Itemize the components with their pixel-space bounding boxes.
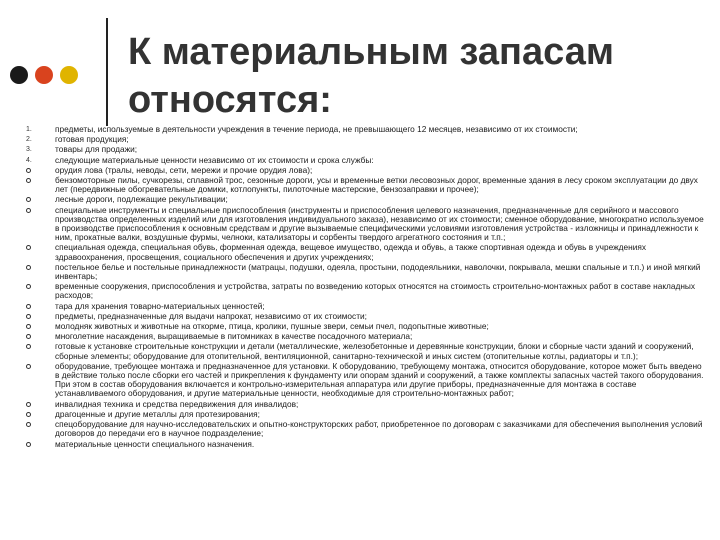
list-number: 2.: [26, 136, 32, 144]
ring-bullet-icon: [26, 284, 31, 289]
list-item-text: предметы, предназначенные для выдачи напрокат, независимо от их стоимости;: [55, 310, 367, 321]
ring-bullet-icon: [26, 442, 31, 447]
list-item: [26, 420, 706, 438]
ring-bullet-icon: [26, 197, 31, 202]
bullet-dot: [10, 66, 28, 84]
list-item-text: товары для продажи;: [55, 144, 138, 155]
ring-bullet-icon: [26, 334, 31, 339]
ring-bullet-icon: [26, 344, 31, 349]
list-item: [26, 322, 706, 331]
list-item-text: постельное белье и постельные принадлежности (матрацы, подушки, одеяла, простыни, пододеяльники, наволочки, покрывала, мешки спальные и т.п.) и иной мягкий инвентарь;: [55, 261, 701, 282]
list-item-text: оборудование, требующее монтажа и предназначенное для установки. К оборудованию, требующему монтажа, относится оборудование, которое может быть введено в действие только после сборки его частей и прикрепления к фундаменту или опорам зданий и сооружений, а также комплекты запасных частей такого оборудования. При этом в состав оборудования включается и контрольно-измерительная аппаратура или другие приборы, предназначенные для монтажа в составе устанавливаемого оборудования, и другие материальные ценности, необходимые для строительно-монтажных работ;: [55, 360, 704, 399]
list-number: 4.: [26, 156, 32, 164]
list-item: [26, 400, 706, 409]
list-item: [26, 156, 706, 165]
list-item-text: бензомоторные пилы, сучкорезы, сплавной трос, сезонные дороги, усы и временные ветки лесовозных дорог, временные здания в лесу сроком эксплуатации до двух лет (передвижные обогревательные домики, котлопункты, пилоточные мастерские, бензозаправки и прочее);: [55, 175, 698, 195]
list-item-text: специальная одежда, специальная обувь, форменная одежда, вещевое имущество, одежда и обувь, а также спортивная одежда и обувь в учреждениях здравоохранения, просвещения, социального обеспечения и других учреждениях;: [55, 242, 646, 262]
title-line: относятся:: [128, 79, 332, 121]
list-item-text: орудия лова (тралы, неводы, сети, мережи и прочие орудия лова);: [55, 164, 313, 175]
list-item: [26, 263, 706, 281]
list-item: [26, 282, 706, 300]
materials-list: [26, 125, 706, 450]
ring-bullet-icon: [26, 412, 31, 417]
list-item-text: готовые к установке строительные конструкции и детали (металлические, железобетонные и деревянные конструкции, блоки и сборные части зданий и сооружений, сборные элементы; оборудование для отопительной, вентиляционной, санитарно-технической и иных систем (отопительные котлы, радиаторы и т.п.);: [55, 341, 694, 361]
bullet-dot: [60, 66, 78, 84]
ring-bullet-icon: [26, 168, 31, 173]
list-item: [26, 410, 706, 419]
ring-bullet-icon: [26, 422, 31, 427]
ring-bullet-icon: [26, 324, 31, 329]
list-item-text: готовая продукция;: [55, 134, 129, 145]
ring-bullet-icon: [26, 314, 31, 319]
list-item: [26, 302, 706, 311]
ring-bullet-icon: [26, 178, 31, 183]
list-item: [26, 166, 706, 175]
list-item: [26, 312, 706, 321]
list-item: [26, 176, 706, 194]
ring-bullet-icon: [26, 304, 31, 309]
title-divider: [106, 18, 108, 126]
title-line: К материальным запасам: [128, 31, 614, 73]
list-item: [26, 332, 706, 341]
list-item: [26, 145, 706, 154]
list-item: [26, 362, 706, 399]
list-number: 3.: [26, 146, 32, 154]
ring-bullet-icon: [26, 364, 31, 369]
list-item: [26, 243, 706, 261]
list-item-text: молодняк животных и животные на откорме, птица, кролики, пушные звери, семьи пчел, подопытные животные;: [55, 321, 489, 332]
decorative-dots: [10, 66, 78, 84]
ring-bullet-icon: [26, 265, 31, 270]
slide-title: [128, 28, 614, 124]
list-item-text: предметы, используемые в деятельности учреждения в течение периода, не превышающего 12 месяцев, независимо от их стоимости;: [55, 124, 578, 134]
list-item-text: специальные инструменты и специальные приспособления (инструменты и приспособления целевого назначения, предназначенные для серийного и массового производства определенных изделий или для изготовления индивидуального заказа), независимо от их стоимости; сменное оборудование, многократно используемое в производстве приспособления к основным средствам и другие вызываемые специфическими условиями изготовления устройства - изложницы и принадлежности к ним, прокатные валки, воздушные фурмы, челноки, катализаторы и сорбенты твердого агрегатного состояния и т.п.;: [55, 204, 704, 243]
list-item: [26, 195, 706, 204]
list-item-text: драгоценные и другие металлы для протезирования;: [55, 408, 260, 419]
list-item-text: лесные дороги, подлежащие рекультивации;: [55, 194, 228, 205]
list-item: [26, 342, 706, 360]
ring-bullet-icon: [26, 245, 31, 250]
list-item-text: многолетние насаждения, выращиваемые в питомниках в качестве посадочного материала;: [55, 331, 413, 342]
bullet-dot: [35, 66, 53, 84]
list-item-text: спецоборудование для научно-исследовательских и опытно-конструкторских работ, приобретенное по договорам с заказчиками для обеспечения выполнения условий договоров до передачи его в научное подразделение;: [55, 419, 703, 439]
list-item-text: следующие материальные ценности независимо от их стоимости и срока службы:: [55, 154, 374, 165]
list-number: 1.: [26, 126, 32, 133]
list-item: [26, 206, 706, 243]
list-item-text: временные сооружения, приспособления и устройства, затраты по возведению которых относятся на стоимость строительно-монтажных работ в составе накладных расходов;: [55, 281, 696, 301]
list-item: [26, 135, 706, 144]
list-item-text: тара для хранения товарно-материальных ценностей;: [55, 300, 265, 311]
ring-bullet-icon: [26, 208, 31, 213]
list-item: [26, 125, 706, 134]
list-item: [26, 440, 706, 449]
list-item-text: материальные ценности специального назначения.: [55, 438, 255, 449]
list-item-text: инвалидная техника и средства передвижения для инвалидов;: [55, 398, 299, 409]
ring-bullet-icon: [26, 402, 31, 407]
